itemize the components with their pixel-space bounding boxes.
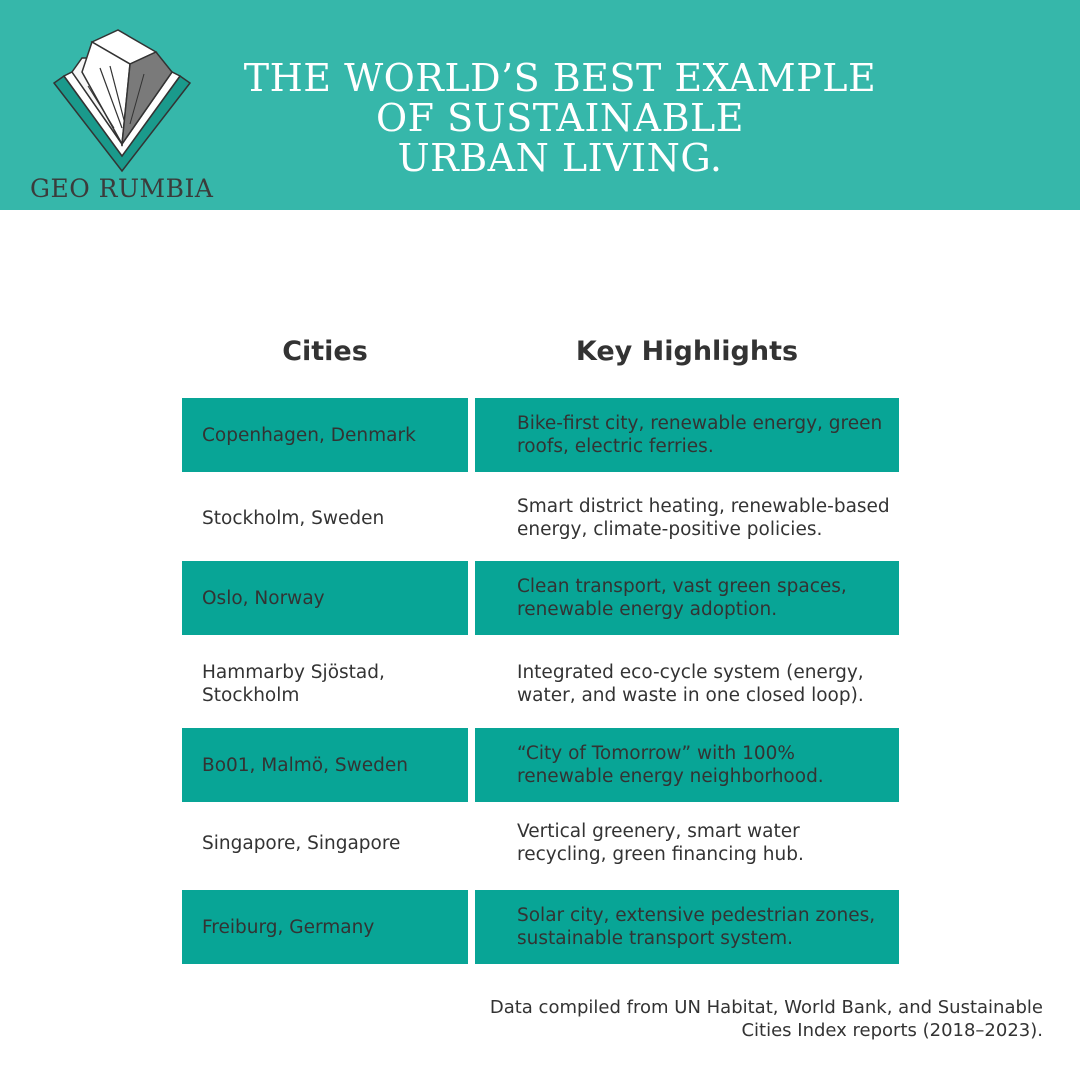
table-cell-city: Hammarby Sjöstad, Stockholm bbox=[202, 662, 385, 706]
table-cell-city: Oslo, Norway bbox=[182, 561, 468, 635]
column-header-cities: Cities bbox=[282, 336, 368, 367]
title-line: THE WORLD’S BEST EXAMPLE bbox=[243, 56, 877, 100]
title-line: OF SUSTAINABLE bbox=[376, 96, 744, 140]
table-cell-highlights: Integrated eco-cycle system (energy, water, and waste in one closed loop). bbox=[517, 662, 864, 706]
table-cell-highlights: Clean transport, vast green spaces, renewable energy adoption. bbox=[475, 561, 899, 635]
table-cell-highlights: Solar city, extensive pedestrian zones, sustainable transport system. bbox=[475, 890, 899, 964]
table-cell-highlights: Smart district heating, renewable-based energy, climate-positive policies. bbox=[517, 496, 890, 540]
column-header-highlights: Key Highlights bbox=[575, 336, 799, 367]
page-title bbox=[200, 58, 920, 178]
source-footnote: Data compiled from UN Habitat, World Bank, and Sustainable Cities Index reports (2018–2023). bbox=[489, 997, 1043, 1041]
table-cell-city: Singapore, Singapore bbox=[202, 832, 401, 854]
table-cell-highlights: Vertical greenery, smart water recycling, green financing hub. bbox=[517, 821, 804, 865]
table-cell-city: Copenhagen, Denmark bbox=[182, 398, 468, 472]
title-line: URBAN LIVING. bbox=[397, 136, 723, 180]
table-cell-city: Bo01, Malmö, Sweden bbox=[182, 728, 468, 802]
table-cell-city: Freiburg, Germany bbox=[182, 890, 468, 964]
building-logo-icon bbox=[52, 28, 192, 178]
table-cell-highlights: “City of Tomorrow” with 100% renewable energy neighborhood. bbox=[475, 728, 899, 802]
header-banner bbox=[0, 0, 1080, 210]
table-cell-city: Stockholm, Sweden bbox=[202, 507, 385, 529]
table-cell-highlights: Bike-first city, renewable energy, green roofs, electric ferries. bbox=[475, 398, 899, 472]
brand-logo-text: GEO RUMBIA bbox=[30, 174, 214, 203]
